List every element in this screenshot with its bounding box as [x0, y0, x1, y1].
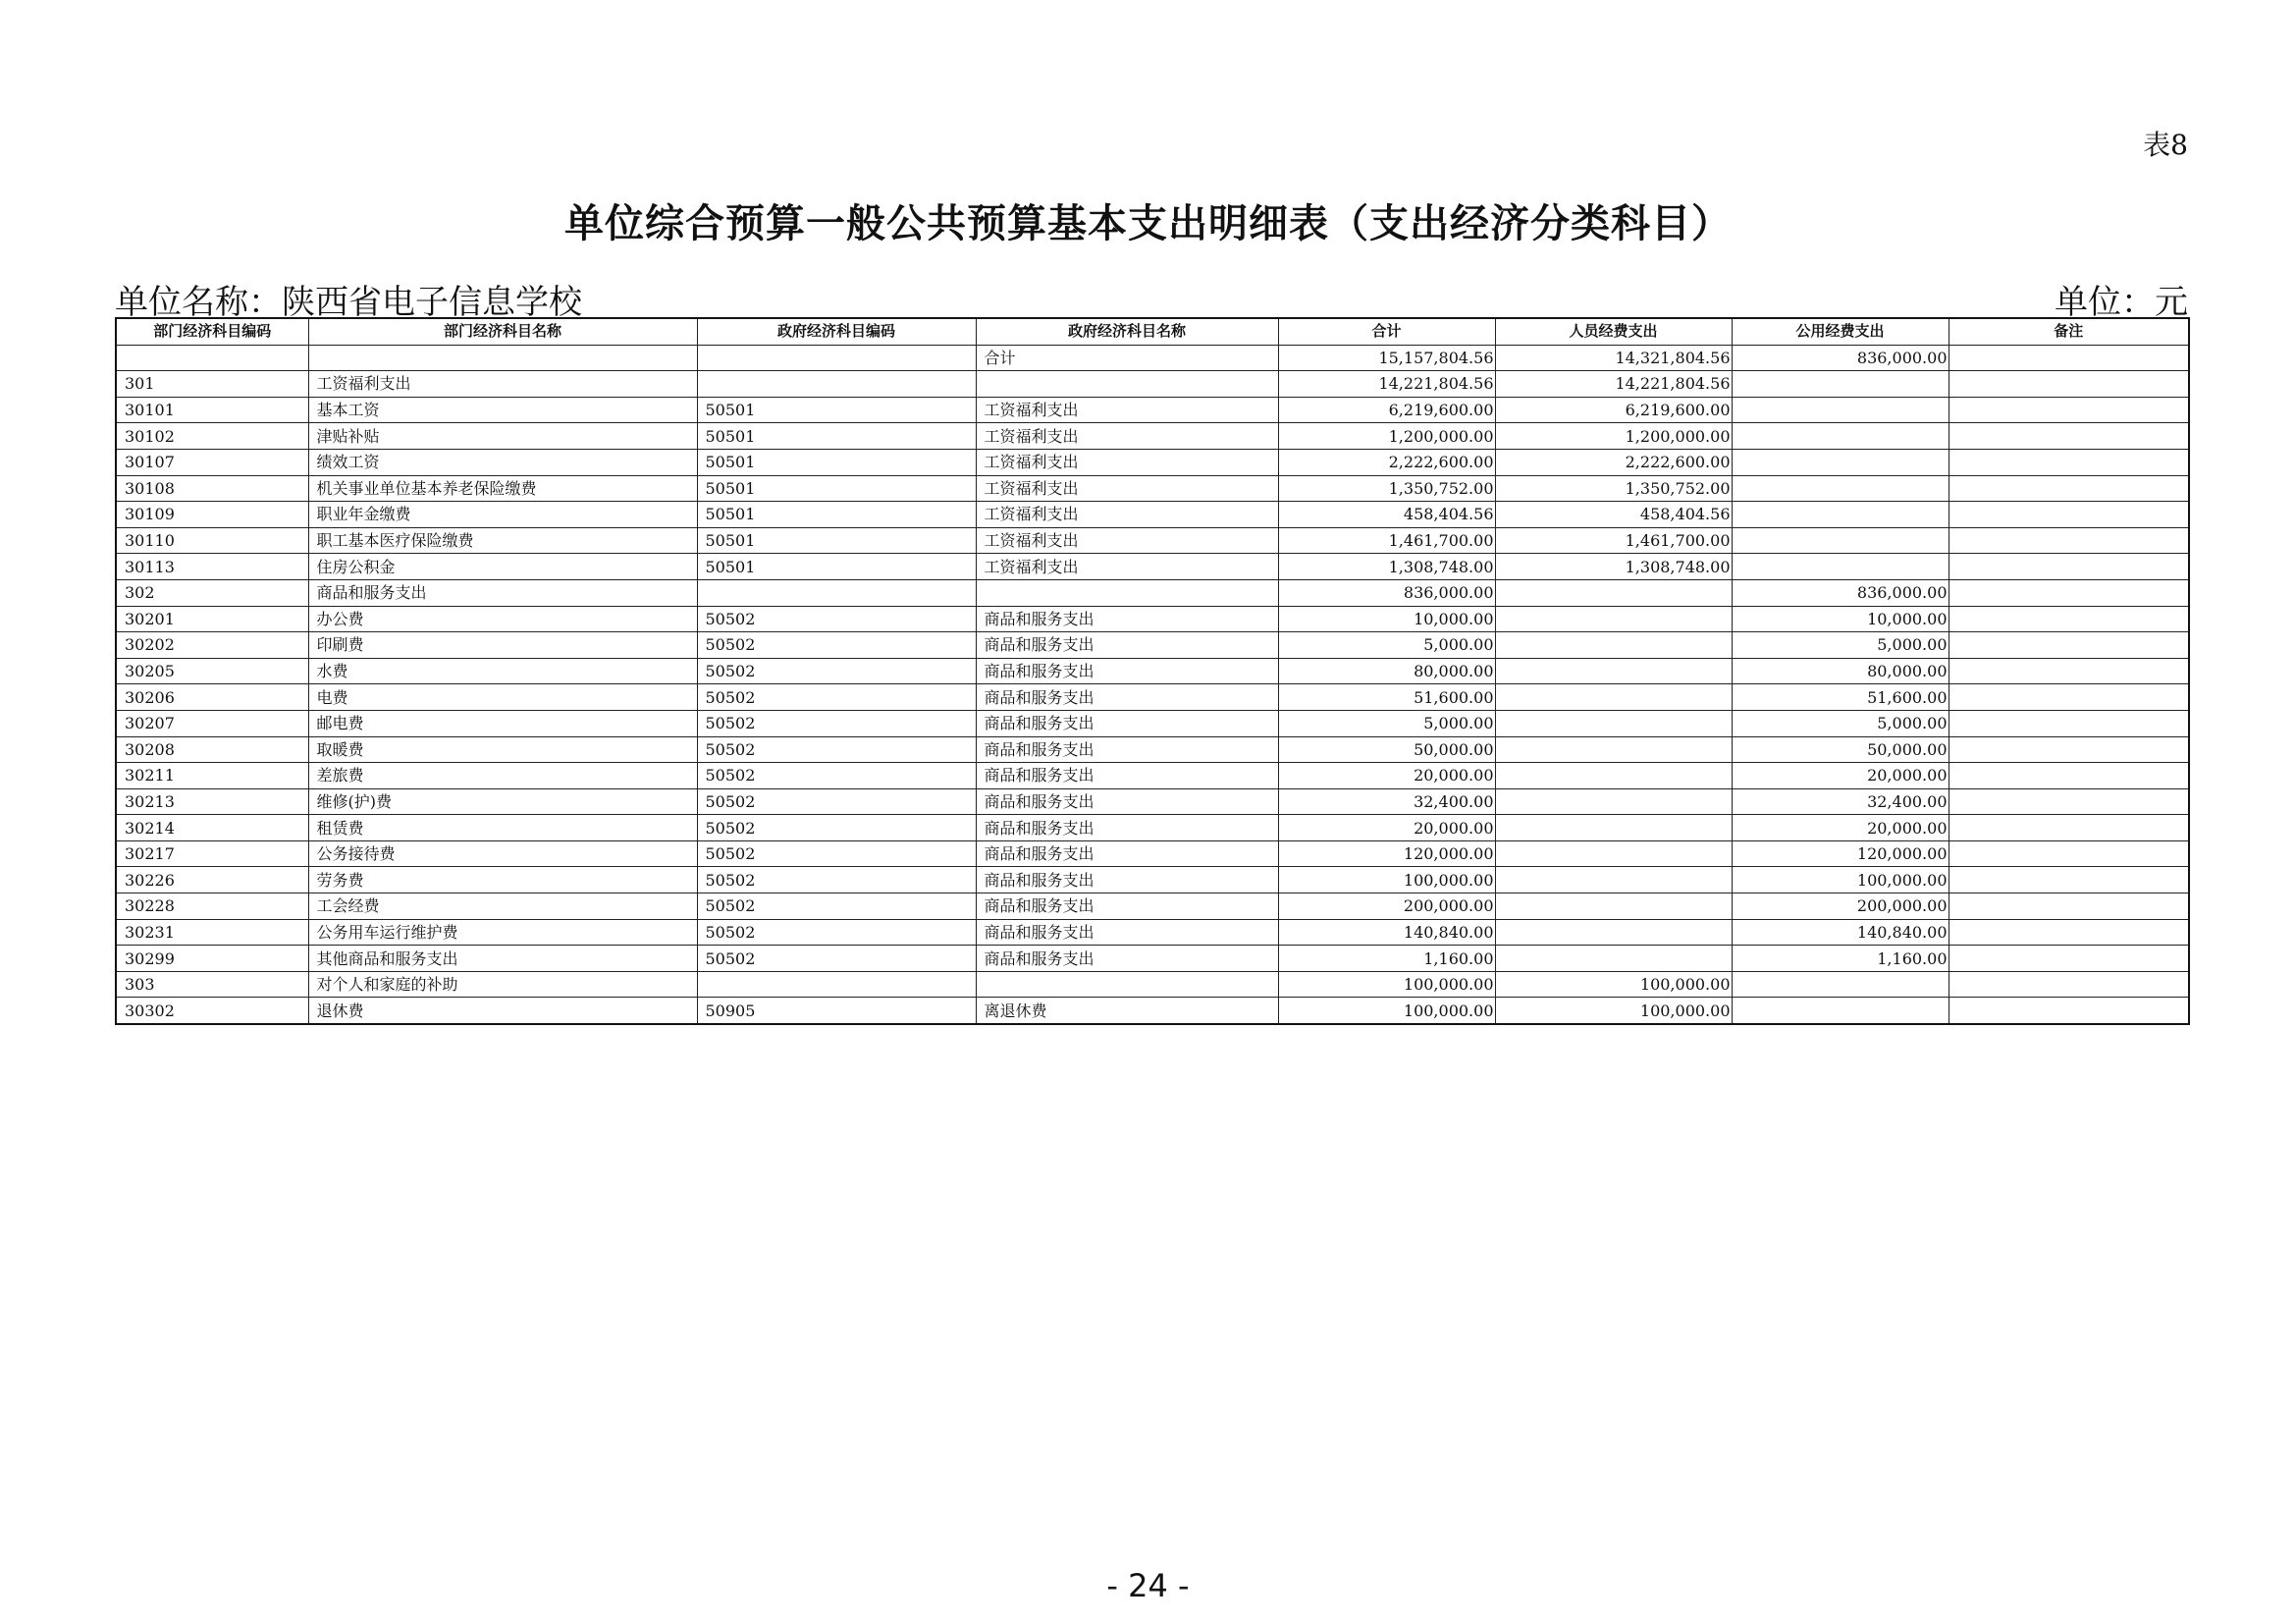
cell-gov-code: 50502 — [697, 763, 976, 789]
cell-public: 140,840.00 — [1732, 919, 1949, 946]
cell-remarks — [1949, 423, 2189, 450]
cell-gov-name: 商品和服务支出 — [976, 710, 1278, 736]
cell-public: 20,000.00 — [1732, 815, 1949, 841]
cell-dept-name: 差旅费 — [308, 763, 697, 789]
cell-dept-code: 30110 — [116, 527, 308, 554]
cell-gov-name: 商品和服务支出 — [976, 919, 1278, 946]
cell-personnel: 2,222,600.00 — [1495, 449, 1732, 475]
cell-personnel: 1,308,748.00 — [1495, 554, 1732, 580]
cell-public: 1,160.00 — [1732, 946, 1949, 972]
col-header-gov-name: 政府经济科目名称 — [976, 318, 1278, 345]
currency-unit: 单位：元 — [2055, 283, 2188, 322]
cell-remarks — [1949, 632, 2189, 659]
cell-personnel — [1495, 946, 1732, 972]
table-row — [116, 736, 2189, 763]
cell-dept-code: 30202 — [116, 632, 308, 659]
table-row — [116, 579, 2189, 606]
table-row — [116, 971, 2189, 998]
table-row — [116, 449, 2189, 475]
cell-personnel — [1495, 788, 1732, 815]
cell-gov-code: 50501 — [697, 502, 976, 528]
cell-public — [1732, 475, 1949, 502]
cell-gov-name: 商品和服务支出 — [976, 606, 1278, 632]
cell-gov-code: 50501 — [697, 527, 976, 554]
cell-public — [1732, 527, 1949, 554]
cell-gov-code — [697, 371, 976, 398]
cell-total: 20,000.00 — [1278, 763, 1495, 789]
cell-gov-name: 商品和服务支出 — [976, 658, 1278, 684]
cell-remarks — [1949, 893, 2189, 920]
cell-personnel: 6,219,600.00 — [1495, 397, 1732, 423]
cell-public — [1732, 371, 1949, 398]
cell-gov-name: 合计 — [976, 345, 1278, 371]
cell-total: 51,600.00 — [1278, 684, 1495, 711]
cell-personnel: 458,404.56 — [1495, 502, 1732, 528]
table-row — [116, 684, 2189, 711]
table-row — [116, 397, 2189, 423]
cell-personnel: 1,461,700.00 — [1495, 527, 1732, 554]
cell-personnel — [1495, 840, 1732, 867]
cell-gov-code: 50501 — [697, 423, 976, 450]
cell-gov-code — [697, 971, 976, 998]
cell-dept-name: 职工基本医疗保险缴费 — [308, 527, 697, 554]
cell-total: 836,000.00 — [1278, 579, 1495, 606]
cell-personnel: 1,350,752.00 — [1495, 475, 1732, 502]
cell-gov-name — [976, 579, 1278, 606]
cell-dept-name: 劳务费 — [308, 867, 697, 893]
cell-remarks — [1949, 919, 2189, 946]
cell-total: 10,000.00 — [1278, 606, 1495, 632]
cell-gov-code: 50501 — [697, 397, 976, 423]
cell-dept-name: 商品和服务支出 — [308, 579, 697, 606]
cell-dept-code: 30207 — [116, 710, 308, 736]
cell-gov-name: 工资福利支出 — [976, 475, 1278, 502]
cell-dept-name: 印刷费 — [308, 632, 697, 659]
cell-gov-name: 工资福利支出 — [976, 449, 1278, 475]
table-row — [116, 840, 2189, 867]
cell-total: 50,000.00 — [1278, 736, 1495, 763]
cell-personnel — [1495, 684, 1732, 711]
cell-dept-name: 其他商品和服务支出 — [308, 946, 697, 972]
cell-gov-code: 50502 — [697, 658, 976, 684]
cell-remarks — [1949, 397, 2189, 423]
cell-gov-code: 50502 — [697, 788, 976, 815]
cell-dept-name — [308, 345, 697, 371]
table-row — [116, 788, 2189, 815]
cell-dept-name: 办公费 — [308, 606, 697, 632]
cell-gov-name — [976, 971, 1278, 998]
cell-public: 10,000.00 — [1732, 606, 1949, 632]
table-row — [116, 475, 2189, 502]
cell-dept-code: 30214 — [116, 815, 308, 841]
unit-info-row — [115, 275, 2188, 322]
cell-gov-name: 商品和服务支出 — [976, 788, 1278, 815]
cell-remarks — [1949, 475, 2189, 502]
cell-personnel — [1495, 632, 1732, 659]
cell-public — [1732, 502, 1949, 528]
cell-total: 1,160.00 — [1278, 946, 1495, 972]
cell-gov-name: 商品和服务支出 — [976, 840, 1278, 867]
cell-public: 120,000.00 — [1732, 840, 1949, 867]
cell-total: 100,000.00 — [1278, 867, 1495, 893]
cell-dept-name: 职业年金缴费 — [308, 502, 697, 528]
cell-public — [1732, 998, 1949, 1024]
table-row — [116, 371, 2189, 398]
cell-remarks — [1949, 684, 2189, 711]
table-row — [116, 502, 2189, 528]
cell-dept-code: 30205 — [116, 658, 308, 684]
cell-total: 1,461,700.00 — [1278, 527, 1495, 554]
cell-gov-name: 商品和服务支出 — [976, 893, 1278, 920]
cell-personnel — [1495, 815, 1732, 841]
cell-dept-code: 30228 — [116, 893, 308, 920]
table-row — [116, 632, 2189, 659]
cell-gov-name — [976, 371, 1278, 398]
cell-gov-code: 50501 — [697, 554, 976, 580]
cell-personnel — [1495, 919, 1732, 946]
cell-public: 51,600.00 — [1732, 684, 1949, 711]
cell-public: 200,000.00 — [1732, 893, 1949, 920]
cell-total: 2,222,600.00 — [1278, 449, 1495, 475]
cell-gov-code: 50502 — [697, 867, 976, 893]
cell-remarks — [1949, 371, 2189, 398]
col-header-dept-name: 部门经济科目名称 — [308, 318, 697, 345]
cell-personnel — [1495, 606, 1732, 632]
cell-gov-name: 商品和服务支出 — [976, 763, 1278, 789]
cell-gov-code: 50502 — [697, 710, 976, 736]
table-row — [116, 867, 2189, 893]
cell-dept-name: 工会经费 — [308, 893, 697, 920]
col-header-total: 合计 — [1278, 318, 1495, 345]
cell-total: 120,000.00 — [1278, 840, 1495, 867]
cell-dept-code: 30109 — [116, 502, 308, 528]
cell-personnel: 100,000.00 — [1495, 998, 1732, 1024]
table-row — [116, 919, 2189, 946]
cell-total: 6,219,600.00 — [1278, 397, 1495, 423]
page-title: 单位综合预算一般公共预算基本支出明细表（支出经济分类科目） — [564, 201, 1732, 246]
cell-dept-code: 30226 — [116, 867, 308, 893]
cell-personnel — [1495, 579, 1732, 606]
cell-dept-name: 公务用车运行维护费 — [308, 919, 697, 946]
cell-total: 80,000.00 — [1278, 658, 1495, 684]
cell-remarks — [1949, 763, 2189, 789]
cell-personnel — [1495, 893, 1732, 920]
cell-public — [1732, 397, 1949, 423]
cell-dept-name: 维修(护)费 — [308, 788, 697, 815]
cell-total: 14,221,804.56 — [1278, 371, 1495, 398]
table-body — [116, 345, 2189, 1024]
cell-gov-code: 50502 — [697, 840, 976, 867]
cell-gov-name: 商品和服务支出 — [976, 736, 1278, 763]
cell-dept-name: 电费 — [308, 684, 697, 711]
cell-public: 32,400.00 — [1732, 788, 1949, 815]
cell-personnel — [1495, 736, 1732, 763]
cell-dept-name: 公务接待费 — [308, 840, 697, 867]
cell-dept-code: 303 — [116, 971, 308, 998]
cell-remarks — [1949, 449, 2189, 475]
cell-gov-name: 工资福利支出 — [976, 423, 1278, 450]
table-row — [116, 998, 2189, 1024]
cell-gov-code: 50501 — [697, 449, 976, 475]
cell-dept-code: 30102 — [116, 423, 308, 450]
cell-total: 100,000.00 — [1278, 971, 1495, 998]
cell-dept-code: 30113 — [116, 554, 308, 580]
cell-dept-name: 取暖费 — [308, 736, 697, 763]
cell-dept-name: 住房公积金 — [308, 554, 697, 580]
cell-total: 32,400.00 — [1278, 788, 1495, 815]
cell-remarks — [1949, 971, 2189, 998]
cell-dept-code: 301 — [116, 371, 308, 398]
cell-personnel: 1,200,000.00 — [1495, 423, 1732, 450]
page-number: - 24 - — [1106, 1567, 1190, 1604]
cell-gov-code: 50502 — [697, 606, 976, 632]
cell-dept-code: 30217 — [116, 840, 308, 867]
cell-public: 80,000.00 — [1732, 658, 1949, 684]
cell-public — [1732, 971, 1949, 998]
cell-gov-code: 50502 — [697, 684, 976, 711]
table-row — [116, 345, 2189, 371]
cell-remarks — [1949, 554, 2189, 580]
cell-dept-code: 30107 — [116, 449, 308, 475]
cell-personnel — [1495, 763, 1732, 789]
cell-total: 15,157,804.56 — [1278, 345, 1495, 371]
cell-gov-code — [697, 579, 976, 606]
cell-dept-name: 津贴补贴 — [308, 423, 697, 450]
table-row — [116, 946, 2189, 972]
cell-dept-name: 基本工资 — [308, 397, 697, 423]
cell-public: 5,000.00 — [1732, 710, 1949, 736]
cell-remarks — [1949, 606, 2189, 632]
cell-dept-code: 30299 — [116, 946, 308, 972]
cell-remarks — [1949, 998, 2189, 1024]
cell-gov-code: 50502 — [697, 893, 976, 920]
cell-dept-code: 302 — [116, 579, 308, 606]
cell-public: 836,000.00 — [1732, 579, 1949, 606]
cell-dept-name: 工资福利支出 — [308, 371, 697, 398]
cell-gov-code: 50502 — [697, 946, 976, 972]
cell-dept-name: 对个人和家庭的补助 — [308, 971, 697, 998]
expenditure-table — [115, 317, 2190, 1025]
cell-remarks — [1949, 736, 2189, 763]
cell-remarks — [1949, 815, 2189, 841]
cell-remarks — [1949, 658, 2189, 684]
cell-dept-name: 租赁费 — [308, 815, 697, 841]
cell-public: 5,000.00 — [1732, 632, 1949, 659]
cell-dept-name: 绩效工资 — [308, 449, 697, 475]
cell-dept-name: 邮电费 — [308, 710, 697, 736]
cell-gov-code — [697, 345, 976, 371]
cell-total: 5,000.00 — [1278, 632, 1495, 659]
cell-total: 5,000.00 — [1278, 710, 1495, 736]
table-row — [116, 606, 2189, 632]
table-row — [116, 893, 2189, 920]
cell-gov-name: 工资福利支出 — [976, 397, 1278, 423]
cell-gov-code: 50905 — [697, 998, 976, 1024]
table-row — [116, 658, 2189, 684]
cell-total: 1,200,000.00 — [1278, 423, 1495, 450]
cell-personnel — [1495, 710, 1732, 736]
unit-name: 单位名称：陕西省电子信息学校 — [115, 283, 582, 322]
table-header-row — [116, 318, 2189, 345]
cell-remarks — [1949, 867, 2189, 893]
cell-public — [1732, 449, 1949, 475]
table-number: 表8 — [2143, 129, 2188, 161]
col-header-dept-code: 部门经济科目编码 — [116, 318, 308, 345]
cell-gov-name: 商品和服务支出 — [976, 632, 1278, 659]
cell-public: 50,000.00 — [1732, 736, 1949, 763]
cell-dept-name: 退休费 — [308, 998, 697, 1024]
table-row — [116, 527, 2189, 554]
col-header-personnel: 人员经费支出 — [1495, 318, 1732, 345]
cell-gov-name: 离退休费 — [976, 998, 1278, 1024]
cell-gov-name: 商品和服务支出 — [976, 946, 1278, 972]
cell-remarks — [1949, 840, 2189, 867]
cell-gov-name: 商品和服务支出 — [976, 684, 1278, 711]
cell-gov-code: 50502 — [697, 919, 976, 946]
cell-dept-code: 30231 — [116, 919, 308, 946]
cell-remarks — [1949, 579, 2189, 606]
cell-total: 140,840.00 — [1278, 919, 1495, 946]
cell-dept-name: 机关事业单位基本养老保险缴费 — [308, 475, 697, 502]
cell-gov-name: 工资福利支出 — [976, 502, 1278, 528]
cell-public — [1732, 554, 1949, 580]
cell-dept-name: 水费 — [308, 658, 697, 684]
cell-gov-code: 50502 — [697, 815, 976, 841]
cell-total: 1,308,748.00 — [1278, 554, 1495, 580]
cell-total: 200,000.00 — [1278, 893, 1495, 920]
cell-gov-code: 50502 — [697, 736, 976, 763]
cell-remarks — [1949, 946, 2189, 972]
cell-personnel: 14,321,804.56 — [1495, 345, 1732, 371]
table-row — [116, 763, 2189, 789]
cell-public: 100,000.00 — [1732, 867, 1949, 893]
cell-gov-name: 商品和服务支出 — [976, 815, 1278, 841]
cell-dept-code: 30206 — [116, 684, 308, 711]
cell-dept-code: 30211 — [116, 763, 308, 789]
cell-gov-name: 工资福利支出 — [976, 554, 1278, 580]
table-row — [116, 554, 2189, 580]
col-header-remarks: 备注 — [1949, 318, 2189, 345]
cell-public: 836,000.00 — [1732, 345, 1949, 371]
cell-remarks — [1949, 710, 2189, 736]
cell-public: 20,000.00 — [1732, 763, 1949, 789]
cell-total: 1,350,752.00 — [1278, 475, 1495, 502]
cell-gov-code: 50502 — [697, 632, 976, 659]
cell-gov-code: 50501 — [697, 475, 976, 502]
cell-dept-code: 30208 — [116, 736, 308, 763]
cell-personnel — [1495, 658, 1732, 684]
table-row — [116, 423, 2189, 450]
cell-remarks — [1949, 527, 2189, 554]
table-row — [116, 815, 2189, 841]
cell-dept-code: 30101 — [116, 397, 308, 423]
cell-public — [1732, 423, 1949, 450]
cell-gov-name: 工资福利支出 — [976, 527, 1278, 554]
cell-total: 20,000.00 — [1278, 815, 1495, 841]
cell-remarks — [1949, 502, 2189, 528]
cell-total: 100,000.00 — [1278, 998, 1495, 1024]
cell-gov-name: 商品和服务支出 — [976, 867, 1278, 893]
cell-dept-code: 30201 — [116, 606, 308, 632]
table-row — [116, 710, 2189, 736]
col-header-gov-code: 政府经济科目编码 — [697, 318, 976, 345]
cell-remarks — [1949, 788, 2189, 815]
cell-remarks — [1949, 345, 2189, 371]
cell-dept-code — [116, 345, 308, 371]
col-header-public: 公用经费支出 — [1732, 318, 1949, 345]
cell-personnel: 14,221,804.56 — [1495, 371, 1732, 398]
cell-total: 458,404.56 — [1278, 502, 1495, 528]
cell-dept-code: 30302 — [116, 998, 308, 1024]
cell-dept-code: 30213 — [116, 788, 308, 815]
cell-personnel — [1495, 867, 1732, 893]
cell-personnel: 100,000.00 — [1495, 971, 1732, 998]
cell-dept-code: 30108 — [116, 475, 308, 502]
